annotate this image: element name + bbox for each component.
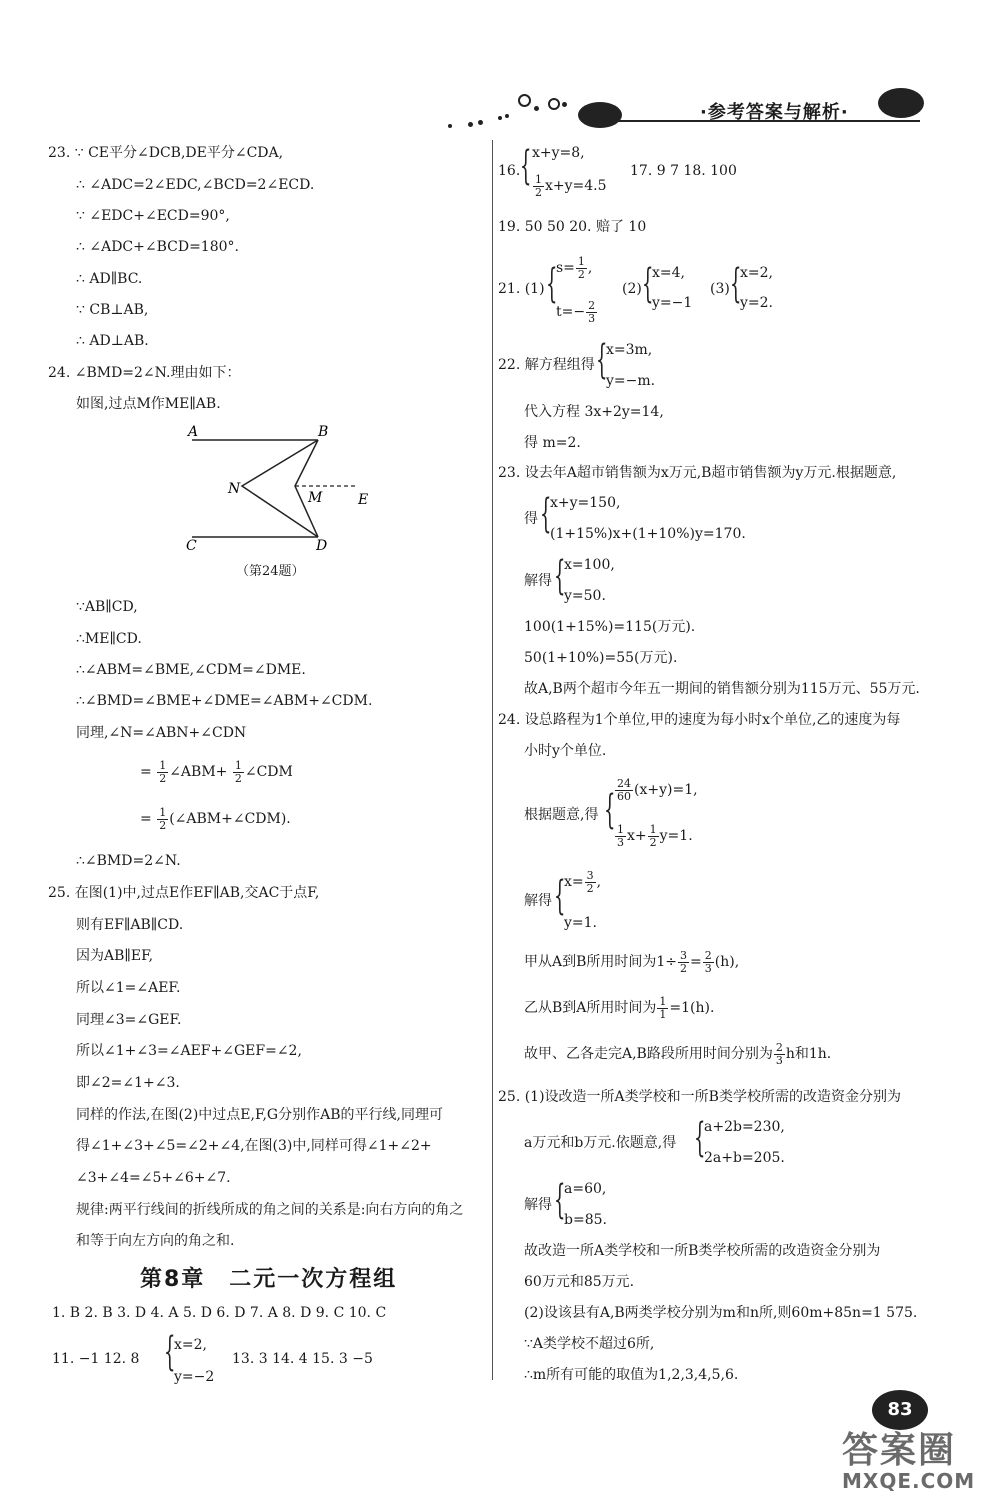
q21-number: 21. (1) [498,281,545,297]
fig-label-c: C [186,538,197,554]
q23-de: 得 [524,511,538,527]
q25-line: 得∠1+∠3+∠5=∠2+∠4,在图(3)中,同样可得∠1+∠2+ [76,1138,432,1154]
brace-glyph: { [730,261,742,307]
fig-label-b: B [318,424,329,440]
brace-glyph: { [554,873,566,919]
fish-icon [878,88,924,118]
page-number: 83 [872,1390,928,1430]
q11-15-part-a: 11. −1 12. 8 [52,1351,140,1367]
q22-line: 代入方程 3x+2y=14, [524,404,664,420]
brace-glyph: { [596,337,608,383]
system-eq: 2a+b=205. [704,1150,785,1166]
q25-line: 所以∠1=∠AEF. [76,980,181,996]
q25-line: ∵A类学校不超过6所, [524,1336,655,1352]
q24-conclusion: ∴∠BMD=2∠N. [76,853,181,869]
q23-line: ∴ ∠ADC=2∠EDC,∠BCD=2∠ECD. [76,177,315,193]
q24-jie: 解得 [524,893,552,909]
q24-frac-line-1: = $\frac{1}{2}$ ∠ABM+ $\frac{1}{2}$ ∠CDM [140,758,293,785]
q25-line: 同样的作法,在图(2)中过点E,F,G分别作AB的平行线,同理可 [76,1107,443,1123]
system-eq: a+2b=230, [704,1119,785,1135]
q25-line: a万元和b万元.依题意,得 [524,1135,677,1151]
figure-caption: （第24题） [236,564,305,579]
fig-label-d: D [316,538,328,554]
system-eq: x+y=8, [532,145,585,161]
fish-icon [578,102,622,128]
q25-line: 25. 在图(1)中,过点E作EF∥AB,交AC于点F, [48,885,320,901]
q24-line: ∴ME∥CD. [76,631,142,647]
q22-line: 得 m=2. [524,435,581,451]
q23-line: ∵ CB⊥AB, [76,302,149,318]
watermark [842,1422,975,1493]
system-eq: y=−1 [652,295,693,311]
system-eq: x=2, [740,265,773,281]
system-eq: y=2. [740,295,773,311]
q17-18-answers: 17. 9 7 18. 100 [630,163,737,179]
q11-15-part-b: 13. 3 14. 4 15. 3 −5 [232,1351,373,1367]
q25-line: 25. (1)设改造一所A类学校和一所B类学校所需的改造资金分别为 [498,1089,901,1105]
q23-line: 50(1+10%)=55(万元). [524,650,678,666]
column-divider [492,140,493,1380]
q24-line: ∴∠ABM=∠BME,∠CDM=∠DME. [76,662,306,678]
q24-line: 同理,∠N=∠ABN+∠CDN [76,725,247,741]
q23-line: ∴ AD∥BC. [76,271,143,287]
brace-glyph: { [164,1329,176,1375]
brace-glyph: { [540,491,552,537]
fig-label-a: A [188,424,199,440]
q23-line: ∴ ∠ADC+∠BCD=180°. [76,239,239,255]
brace-glyph: { [694,1115,706,1161]
fig-label-n: N [228,481,241,497]
system-eq: t=− $\frac{2}{3}$ [556,298,596,325]
q23-line: ∵ ∠EDC+∠ECD=90°, [76,208,230,224]
system-eq: (1+15%)x+(1+10%)y=170. [550,526,746,542]
system-eq: x=2, [174,1337,207,1353]
q24-head: 24. 设总路程为1个单位,甲的速度为每小时x个单位,乙的速度为每 [498,712,901,728]
q23-line: 故A,B两个超市今年五一期间的销售额分别为115万元、55万元. [524,681,920,697]
watermark-url: MXQE.COM [842,1469,976,1493]
q25-line: 故改造一所A类学校和一所B类学校所需的改造资金分别为 [524,1243,881,1259]
watermark-text: 答案圈 [842,1430,957,1471]
brace-glyph: { [604,787,616,833]
q25-line: (2)设该县有A,B两类学校分别为m和n所,则60m+85n=1 575. [524,1305,918,1321]
chapter-title: 第8章 二元一次方程组 [140,1267,398,1292]
system-eq: x+y=150, [550,495,621,511]
system-eq: x=4, [652,265,685,281]
system-eq: x=3m, [606,342,653,358]
q23-line: ∴ AD⊥AB. [76,333,149,349]
q16-number: 16. [498,163,521,179]
q24-gen: 根据题意,得 [524,807,599,823]
q25-line: 所以∠1+∠3=∠AEF+∠GEF=∠2, [76,1043,302,1059]
brace-glyph: { [554,1177,566,1223]
q25-line: 60万元和85万元. [524,1274,635,1290]
system-eq: $\frac{24}{60}$ (x+y)=1, [617,776,698,803]
brace-glyph: { [642,261,654,307]
system-eq: y=1. [564,915,597,931]
system-eq: $\frac{1}{3}$ x+ $\frac{1}{2}$ y=1. [617,822,693,849]
system-eq: s= $\frac{1}{2}$ , [556,254,593,281]
page-header-title: ·参考答案与解析· [700,102,849,123]
q24-line: 甲从A到B所用时间为1÷ $\frac{3}{2}$ = $\frac{2}{3}$ (h), [524,948,740,975]
q25-line: ∠3+∠4=∠5+∠6+∠7. [76,1170,231,1186]
brace-glyph: { [520,143,532,189]
system-eq: a=60, [564,1181,607,1197]
q21-part-3-label: (3) [710,281,730,297]
q23-head: 23. 设去年A超市销售额为x万元,B超市销售额为y万元.根据题意, [498,465,897,481]
q24-line: 故甲、乙各走完A,B路段所用时间分别为 $\frac{2}{3}$ h和1h. [524,1040,832,1067]
system-eq: y=−m. [606,373,656,389]
q23-line: 100(1+15%)=115(万元). [524,619,696,635]
q24-line: 乙从B到A所用时间为 $\frac{1}{1}$ =1(h). [524,994,715,1021]
q25-line: 同理∠3=∠GEF. [76,1012,182,1028]
q24-line: 24. ∠BMD=2∠N.理由如下： [48,365,241,381]
q25-line: 和等于向左方向的角之和. [76,1233,235,1249]
q25-line: ∴m所有可能的取值为1,2,3,4,5,6. [524,1367,739,1383]
q25-line: 因为AB∥EF, [76,948,154,964]
q21-part-2-label: (2) [622,281,642,297]
q25-line: 即∠2=∠1+∠3. [76,1075,180,1091]
brace-glyph: { [546,261,558,307]
brace-glyph: { [554,553,566,599]
q23-line: 23. ∵ CE平分∠DCB,DE平分∠CDA, [48,145,284,161]
q24-head: 小时y个单位. [524,743,607,759]
q22-head: 22. 解方程组得 [498,357,595,373]
q24-frac-line-2: = $\frac{1}{2}$ (∠ABM+∠CDM). [140,805,291,832]
q24-line: 如图,过点M作ME∥AB. [76,396,221,412]
system-eq: x= $\frac{3}{2}$ , [564,868,602,895]
system-eq: b=85. [564,1212,607,1228]
fig-label-m: M [308,490,323,506]
q24-line: ∵AB∥CD, [76,599,138,615]
q19-20-answers: 19. 50 50 20. 赔了 10 [498,219,647,235]
system-eq: y=−2 [174,1369,215,1385]
q23-jie: 解得 [524,573,552,589]
system-eq: y=50. [564,588,606,604]
multiple-choice-answers: 1. B 2. B 3. D 4. A 5. D 6. D 7. A 8. D 9. C 10. C [52,1305,387,1321]
q25-line: 规律:两平行线间的折线所成的角之间的关系是:向右方向的角之 [76,1202,464,1218]
system-eq: x=100, [564,557,615,573]
figure-24 [180,420,380,570]
fig-label-e: E [358,492,369,508]
q24-line: ∴∠BMD=∠BME+∠DME=∠ABM+∠CDM. [76,693,373,709]
q25-line: 则有EF∥AB∥CD. [76,917,184,933]
system-eq: $\frac{1}{2}$ x+y=4.5 [535,172,607,199]
q25-jie: 解得 [524,1197,552,1213]
